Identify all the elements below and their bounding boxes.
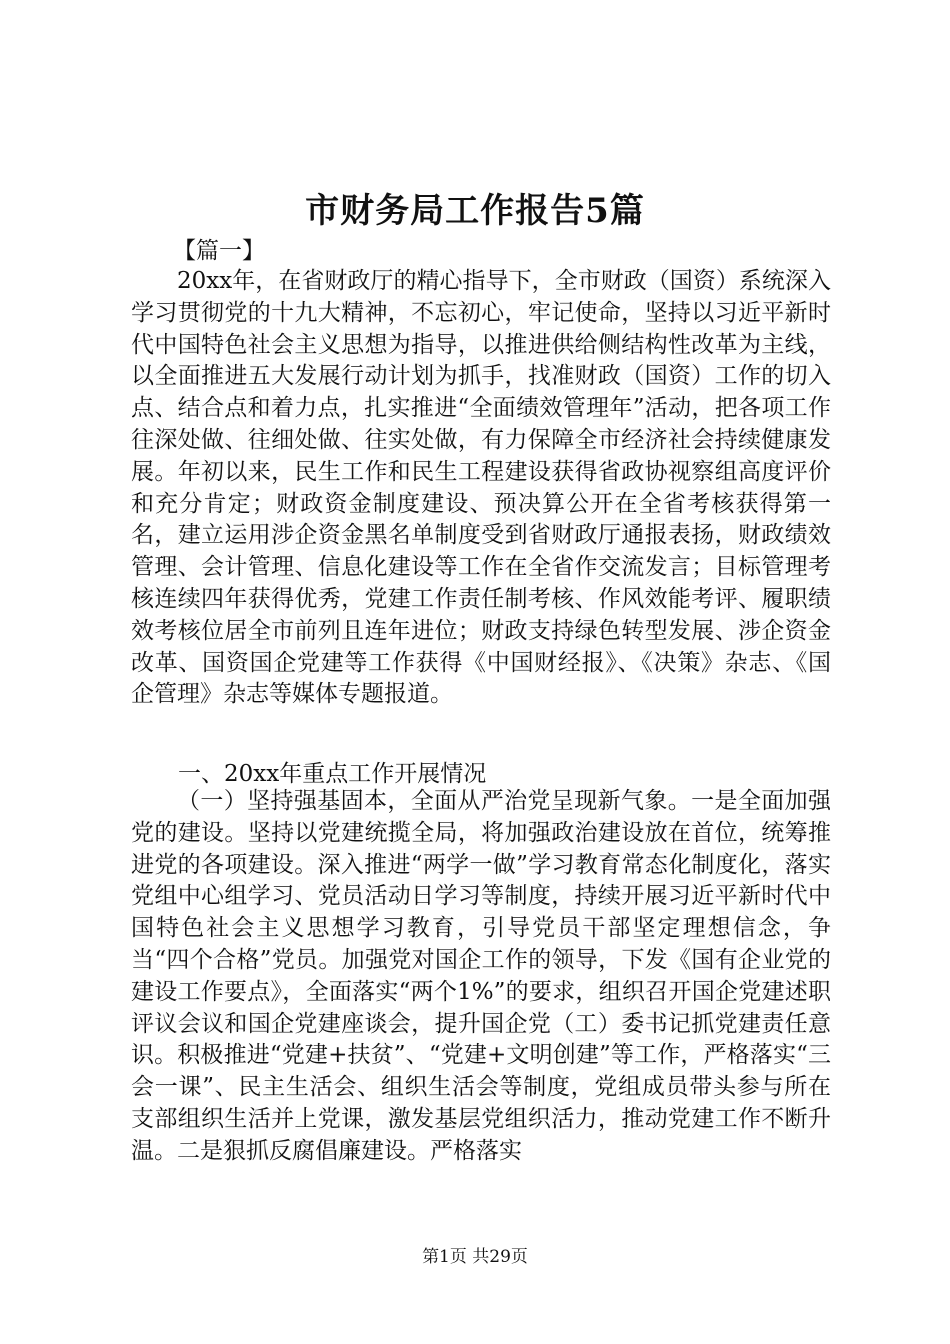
section-marker: 【篇一】: [173, 238, 265, 264]
page-number-footer: 第1页 共29页: [422, 1247, 528, 1267]
body-paragraph-2: （一）坚持强基固本，全面从严治党呈现新气象。一是全面加强党的建设。坚持以党建统揽全局，将加强政治建设放在首位，统筹推进党的各项建设。深入推进“两学一做”学习教育常态化制度化，落实党组中心组学习、党员活动日学习等制度，持续开展习近平新时代中国特色社会主义思想学习教育，引导党员干部坚定理想信念，争当“四个合格”党员。加强党对国企工作的领导，下发《国有企业党的建设工作要点》，全面落实“两个1%”的要求，组织召开国企党建述职评议会议和国企党建座谈会，提升国企党（工）委书记抓党建责任意识。积极推进“党建+扶贫”、“党建+文明创建”等工作，严格落实“三会一课”、民主生活会、组织生活会等制度，党组成员带头参与所在支部组织生活并上党课，激发基层党组织活力，推动党建工作不断升温。二是狠抓反腐倡廉建设。严格落实: [131, 788, 831, 1164]
document-title: 市财务局工作报告5篇: [305, 191, 645, 231]
body-paragraph-1: 20xx年，在省财政厅的精心指导下，全市财政（国资）系统深入学习贯彻党的十九大精神，不忘初心，牢记使命，坚持以习近平新时代中国特色社会主义思想为指导，以推进供给侧结构性改革为主线，以全面推进五大发展行动计划为抓手，找准财政（国资）工作的切入点、结合点和着力点，扎实推进“全面绩效管理年”活动，把各项工作往深处做、往细处做、往实处做，有力保障全市经济社会持续健康发展。年初以来，民生工作和民生工程建设获得省政协视察组高度评价和充分肯定；财政资金制度建设、预决算公开在全省考核获得第一名，建立运用涉企资金黑名单制度受到省财政厅通报表扬，财政绩效管理、会计管理、信息化建设等工作在全省作交流发言；目标管理考核连续四年获得优秀，党建工作责任制考核、作风效能考评、履职绩效考核位居全市前列且连年进位；财政支持绿色转型发展、涉企资金改革、国资国企党建等工作获得《中国财经报》、《决策》杂志、《国企管理》杂志等媒体专题报道。: [131, 268, 831, 708]
section-heading: 一、20xx年重点工作开展情况: [178, 761, 487, 787]
